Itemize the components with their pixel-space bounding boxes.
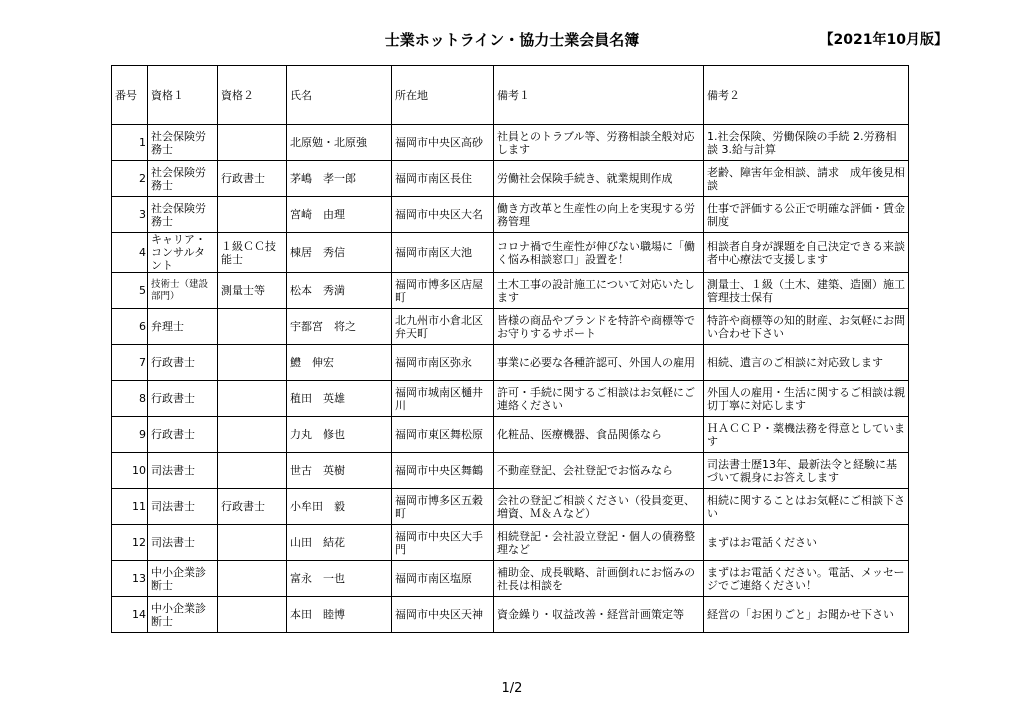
- qualification1-cell: 中小企業診断士: [148, 597, 218, 633]
- number-cell: 1: [112, 125, 148, 161]
- name-cell: 宇都宮 将之: [287, 309, 392, 345]
- location-cell: 福岡市東区舞松原: [392, 417, 494, 453]
- qualification2-cell: １級ＣＣ技能士: [218, 233, 287, 273]
- name-cell: 北原勉・北原強: [287, 125, 392, 161]
- table-row: [112, 309, 909, 345]
- qualification1-cell: 技術士（建設部門）: [148, 273, 218, 309]
- name-cell: 小牟田 毅: [287, 489, 392, 525]
- note1-cell: 事業に必要な各種許認可、外国人の雇用: [494, 345, 704, 381]
- name-cell: 世古 英樹: [287, 453, 392, 489]
- number-cell: 12: [112, 525, 148, 561]
- note1-cell: 皆様の商品やブランドを特許や商標等でお守りするサポート: [494, 309, 704, 345]
- note2-cell: 老齢、障害年金相談、請求 成年後見相談: [704, 161, 909, 197]
- number-cell: 10: [112, 453, 148, 489]
- qualification2-cell: [218, 561, 287, 597]
- table-row: [112, 273, 909, 309]
- note2-cell: まずはお電話ください。電話、メッセージでご連絡ください！: [704, 561, 909, 597]
- qualification2-cell: 行政書士: [218, 489, 287, 525]
- document-title: 士業ホットライン・協力士業会員名簿: [384, 31, 640, 49]
- location-cell: 北九州市小倉北区弁天町: [392, 309, 494, 345]
- qualification1-cell: 司法書士: [148, 525, 218, 561]
- name-cell: 稙田 英雄: [287, 381, 392, 417]
- note2-cell: 外国人の雇用・生活に関するご相談は親切丁寧に対応します: [704, 381, 909, 417]
- table-row: [112, 453, 909, 489]
- qualification2-cell: [218, 417, 287, 453]
- member-table: [111, 65, 909, 633]
- location-cell: 福岡市南区長住: [392, 161, 494, 197]
- note2-cell: 経営の「お困りごと」お聞かせ下さい: [704, 597, 909, 633]
- location-cell: 福岡市博多区五穀町: [392, 489, 494, 525]
- table-row: [112, 417, 909, 453]
- location-cell: 福岡市博多区店屋町: [392, 273, 494, 309]
- note1-cell: 働き方改革と生産性の向上を実現する労務管理: [494, 197, 704, 233]
- note2-cell: 1.社会保険、労働保険の手続 2.労務相談 3.給与計算: [704, 125, 909, 161]
- qualification1-cell: 行政書士: [148, 417, 218, 453]
- qualification2-cell: [218, 197, 287, 233]
- qualification1-cell: キャリア・コンサルタント: [148, 233, 218, 273]
- header-cell: 備考２: [704, 66, 909, 125]
- number-cell: 4: [112, 233, 148, 273]
- qualification2-cell: [218, 453, 287, 489]
- note1-cell: 相続登記・会社設立登記・個人の債務整理など: [494, 525, 704, 561]
- table-row: [112, 489, 909, 525]
- header-cell: 番号: [112, 66, 148, 125]
- header-cell: 備考１: [494, 66, 704, 125]
- note1-cell: 労働社会保険手続き、就業規則作成: [494, 161, 704, 197]
- location-cell: 福岡市南区塩原: [392, 561, 494, 597]
- number-cell: 6: [112, 309, 148, 345]
- table-row: [112, 561, 909, 597]
- note2-cell: 相談者自身が課題を自己決定できる来談者中心療法で支援します: [704, 233, 909, 273]
- table-row: [112, 197, 909, 233]
- number-cell: 7: [112, 345, 148, 381]
- qualification1-cell: 司法書士: [148, 453, 218, 489]
- table-row: [112, 597, 909, 633]
- qualification2-cell: [218, 309, 287, 345]
- note2-cell: 仕事で評価する公正で明確な評価・賃金制度: [704, 197, 909, 233]
- qualification2-cell: 行政書士: [218, 161, 287, 197]
- header-cell: 資格２: [218, 66, 287, 125]
- note2-cell: ＨＡＣＣＰ・薬機法務を得意としています: [704, 417, 909, 453]
- table-header-row: [112, 66, 909, 125]
- note1-cell: 化粧品、医療機器、食品関係なら: [494, 417, 704, 453]
- member-table-body: [112, 66, 909, 633]
- table-row: [112, 233, 909, 273]
- number-cell: 9: [112, 417, 148, 453]
- qualification2-cell: [218, 597, 287, 633]
- qualification2-cell: 測量士等: [218, 273, 287, 309]
- number-cell: 14: [112, 597, 148, 633]
- note2-cell: 相続、遺言のご相談に対応致します: [704, 345, 909, 381]
- note2-cell: まずはお電話ください: [704, 525, 909, 561]
- note2-cell: 測量士、１級（土木、建築、造園）施工管理技士保有: [704, 273, 909, 309]
- edition-label: 【2021年10月版】: [819, 32, 948, 48]
- number-cell: 3: [112, 197, 148, 233]
- name-cell: 力丸 修也: [287, 417, 392, 453]
- table-row: [112, 125, 909, 161]
- qualification2-cell: [218, 525, 287, 561]
- location-cell: 福岡市中央区舞鶴: [392, 453, 494, 489]
- header-cell: 所在地: [392, 66, 494, 125]
- name-cell: 棟居 秀信: [287, 233, 392, 273]
- name-cell: 本田 睦博: [287, 597, 392, 633]
- table-row: [112, 345, 909, 381]
- note1-cell: 会社の登記ご相談ください（役員変更、増資、Ｍ＆Ａなど）: [494, 489, 704, 525]
- qualification2-cell: [218, 345, 287, 381]
- note1-cell: コロナ禍で生産性が伸びない職場に「働く悩み相談窓口」設置を！: [494, 233, 704, 273]
- name-cell: 鱧 伸宏: [287, 345, 392, 381]
- location-cell: 福岡市南区弥永: [392, 345, 494, 381]
- note1-cell: 不動産登記、会社登記でお悩みなら: [494, 453, 704, 489]
- header-cell: 氏名: [287, 66, 392, 125]
- name-cell: 宮崎 由理: [287, 197, 392, 233]
- qualification1-cell: 中小企業診断士: [148, 561, 218, 597]
- page-number: 1/2: [501, 681, 523, 696]
- qualification1-cell: 社会保険労務士: [148, 161, 218, 197]
- note1-cell: 土木工事の設計施工について対応いたします: [494, 273, 704, 309]
- qualification1-cell: 司法書士: [148, 489, 218, 525]
- qualification1-cell: 社会保険労務士: [148, 125, 218, 161]
- location-cell: 福岡市南区大池: [392, 233, 494, 273]
- number-cell: 5: [112, 273, 148, 309]
- qualification1-cell: 社会保険労務士: [148, 197, 218, 233]
- location-cell: 福岡市中央区高砂: [392, 125, 494, 161]
- location-cell: 福岡市中央区大名: [392, 197, 494, 233]
- name-cell: 富永 一也: [287, 561, 392, 597]
- location-cell: 福岡市中央区大手門: [392, 525, 494, 561]
- note1-cell: 社員とのトラブル等、労務相談全般対応します: [494, 125, 704, 161]
- location-cell: 福岡市中央区天神: [392, 597, 494, 633]
- note1-cell: 補助金、成長戦略、計画倒れにお悩みの社長は相談を: [494, 561, 704, 597]
- number-cell: 11: [112, 489, 148, 525]
- note2-cell: 特許や商標等の知的財産、お気軽にお問い合わせ下さい: [704, 309, 909, 345]
- number-cell: 8: [112, 381, 148, 417]
- qualification1-cell: 行政書士: [148, 381, 218, 417]
- note1-cell: 許可・手続に関するご相談はお気軽にご連絡ください: [494, 381, 704, 417]
- note2-cell: 司法書士歴13年、最新法令と経験に基づいて親身にお答えします: [704, 453, 909, 489]
- name-cell: 山田 結花: [287, 525, 392, 561]
- qualification1-cell: 行政書士: [148, 345, 218, 381]
- table-row: [112, 525, 909, 561]
- name-cell: 松本 秀満: [287, 273, 392, 309]
- number-cell: 2: [112, 161, 148, 197]
- note2-cell: 相続に関することはお気軽にご相談下さい: [704, 489, 909, 525]
- qualification1-cell: 弁理士: [148, 309, 218, 345]
- qualification2-cell: [218, 125, 287, 161]
- table-row: [112, 381, 909, 417]
- number-cell: 13: [112, 561, 148, 597]
- location-cell: 福岡市城南区樋井川: [392, 381, 494, 417]
- table-row: [112, 161, 909, 197]
- header-cell: 資格１: [148, 66, 218, 125]
- qualification2-cell: [218, 381, 287, 417]
- note1-cell: 資金繰り・収益改善・経営計画策定等: [494, 597, 704, 633]
- name-cell: 茅嶋 孝一郎: [287, 161, 392, 197]
